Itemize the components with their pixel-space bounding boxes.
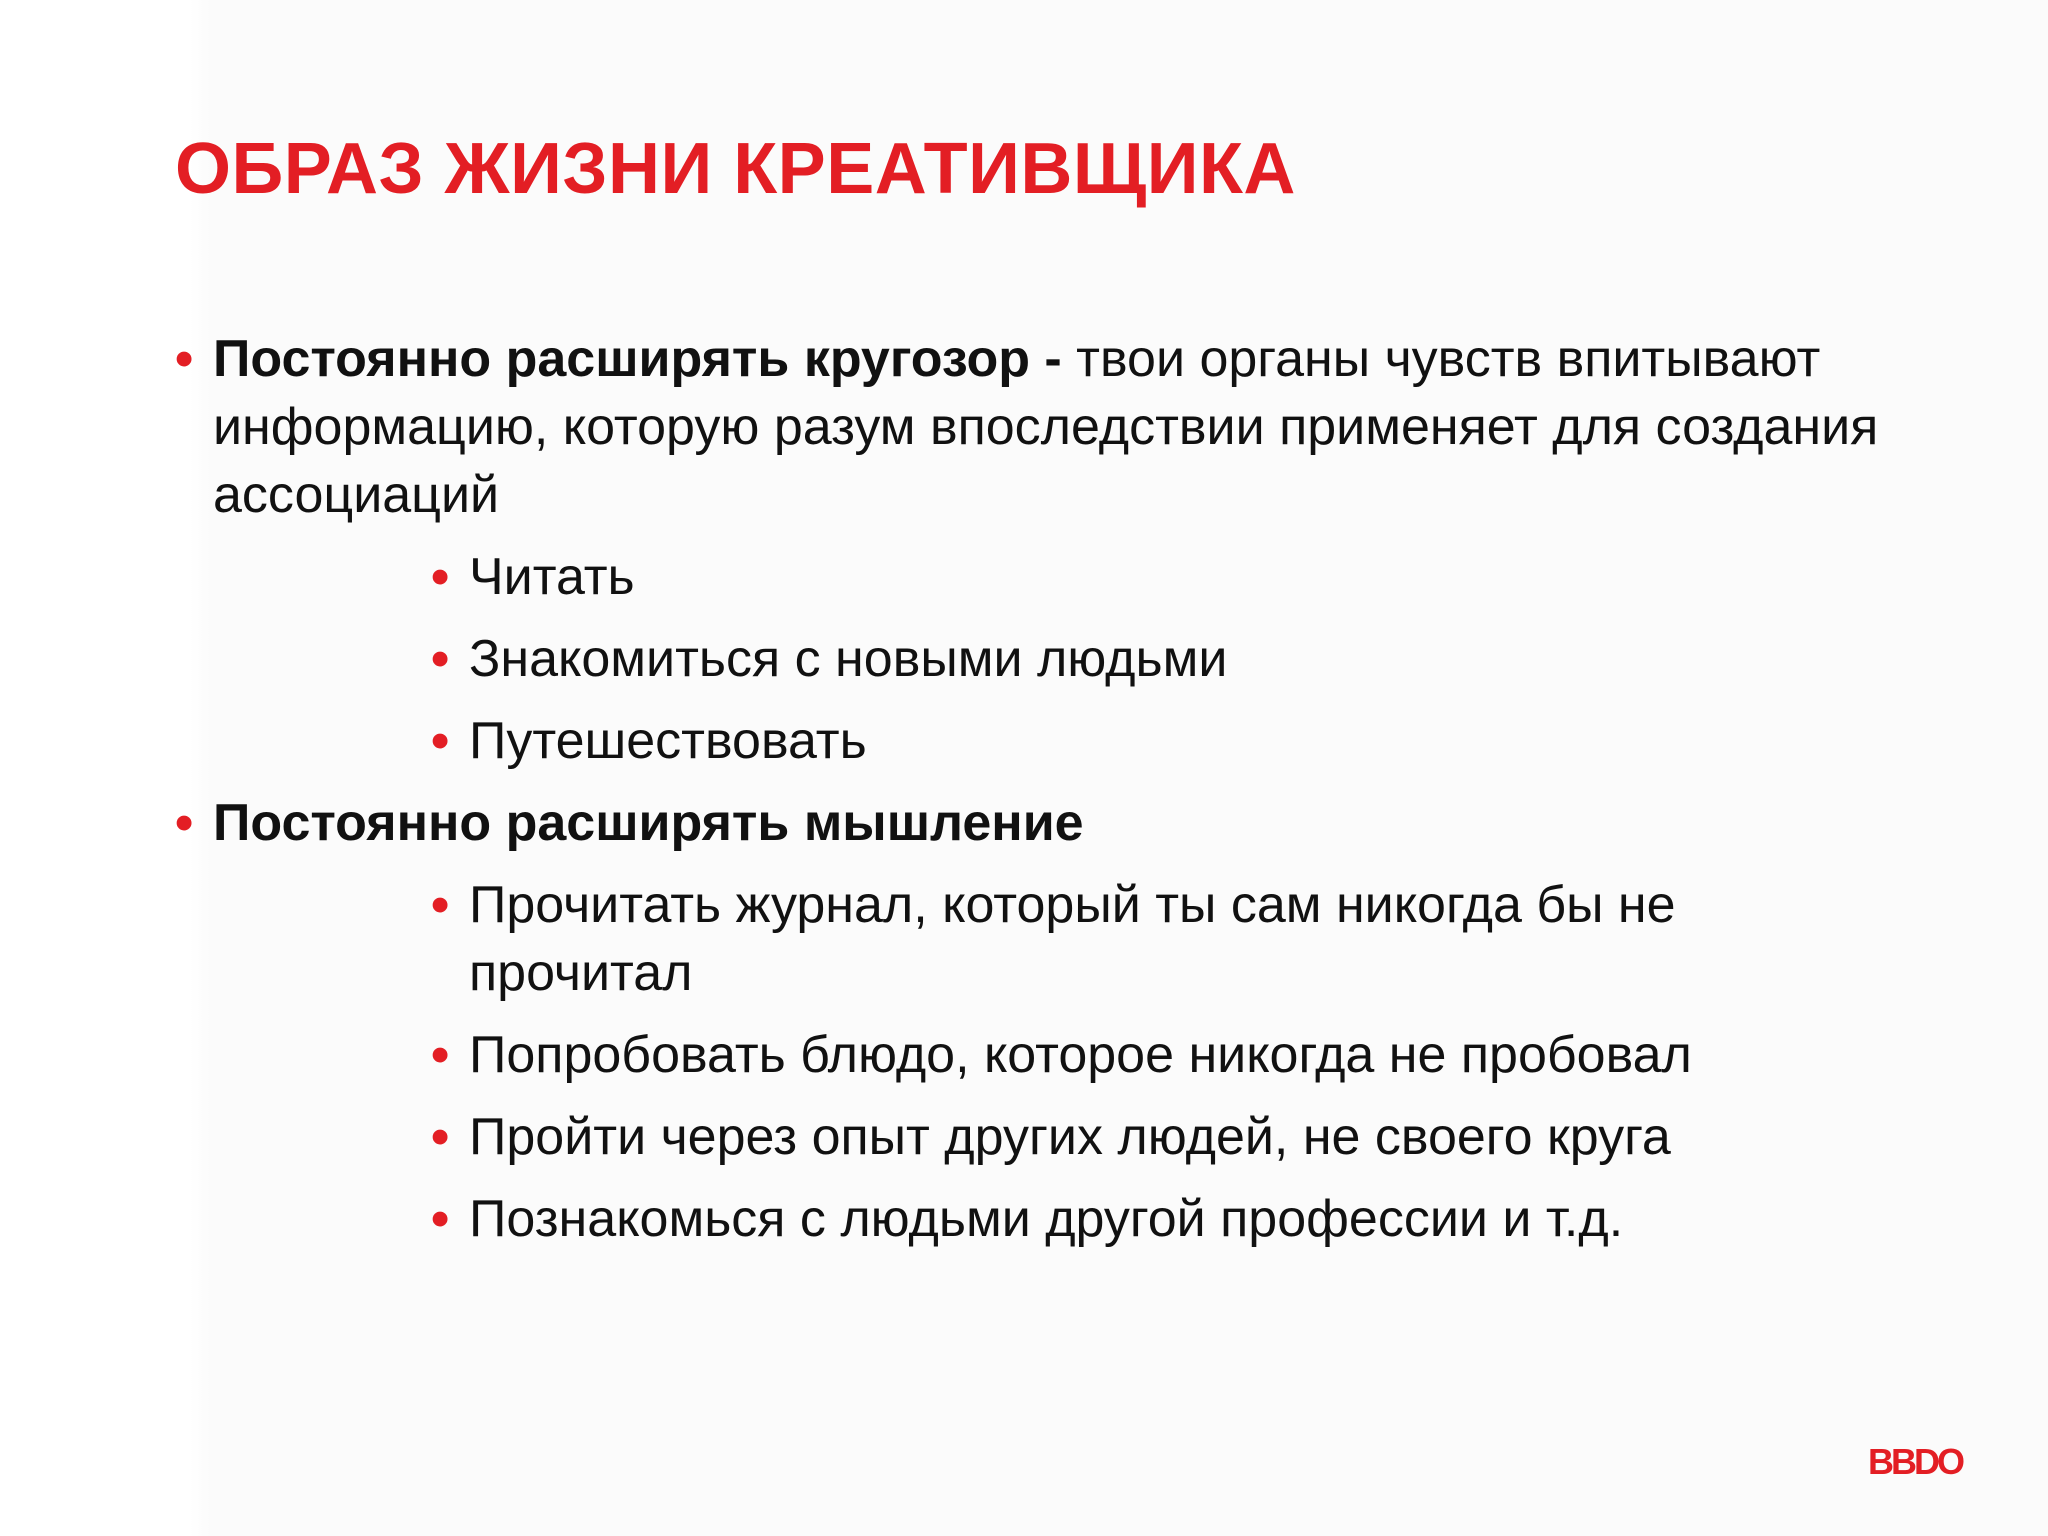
sub-bullet-other-profession (431, 1185, 1869, 1253)
bullet-heading: Постоянно расширять мышление (213, 794, 1084, 852)
sub-bullet-other-experience (431, 1103, 1869, 1171)
bullet-icon: • (431, 630, 450, 688)
bullet-list (175, 325, 1995, 1253)
bullet-body: твои органы чувств впитывают информацию, которую разум впоследствии применяет для создания ассоциаций (213, 330, 1879, 524)
sub-bullet-text: Попробовать блюдо, которое никогда не пробовал (469, 1026, 1692, 1084)
main-bullet-expand-horizon (175, 325, 1995, 529)
sub-bullet-text: Путешествовать (469, 712, 867, 770)
bullet-icon: • (175, 794, 194, 852)
sub-bullet-read-magazine (431, 871, 1869, 1007)
bullet-icon: • (431, 1026, 450, 1084)
sub-bullet-try-dish (431, 1021, 1869, 1089)
slide-title: ОБРАЗ ЖИЗНИ КРЕАТИВЩИКА (175, 129, 1296, 209)
bullet-icon: • (431, 1108, 450, 1166)
bullet-icon: • (431, 1190, 450, 1248)
sub-bullet-meet-people (431, 625, 1869, 693)
sub-bullet-text: Читать (469, 548, 635, 606)
bbdo-logo: BBDO (1868, 1441, 1962, 1482)
bullet-heading: Постоянно расширять кругозор - (213, 330, 1062, 388)
sub-bullet-text: Знакомиться с новыми людьми (469, 630, 1228, 688)
bullet-icon: • (431, 712, 450, 770)
bullet-icon: • (431, 548, 450, 606)
sub-bullet-travel (431, 707, 1869, 775)
main-bullet-expand-thinking (175, 789, 1995, 857)
sub-bullet-text: Познакомься с людьми другой профессии и т.д. (469, 1190, 1624, 1248)
sub-bullet-text: Прочитать журнал, который ты сам никогда бы не прочитал (469, 876, 1676, 1002)
bullet-icon: • (431, 876, 450, 934)
bullet-icon: • (175, 330, 194, 388)
sub-bullet-text: Пройти через опыт других людей, не своего круга (469, 1108, 1671, 1166)
sub-bullet-read (431, 543, 1869, 611)
